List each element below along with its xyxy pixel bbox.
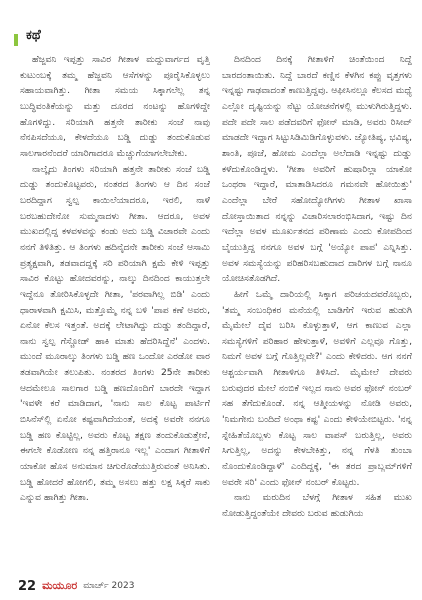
article-paragraph: ನಾನು ಮರುದಿನ ಬೆಳಗ್ಗೆ ಗೀತಾಳ ಸಹಿತ ಮುಖ ನೋಡುತ್ತಿದ್ದಂತೆಯೇ ದೇವರು ಬರುವ ಹುಡುಗಿಯ (222, 492, 412, 520)
article-column-left (20, 52, 210, 568)
article-column-right (222, 52, 412, 568)
page-number: 22 (18, 578, 37, 594)
section-title: ಕಥೆ (26, 28, 41, 43)
magazine-logo: ಮಯೂರ (42, 579, 78, 592)
article-paragraph: ಹೆಜ್ಜವನಿ ಇಪ್ಪತ್ತು ಸಾವಿರ ಗೀತಾಳ ಮದ್ದುವಾರ್ಗದ ವೃತ್ತಿ ಕುಟುಂಬಕ್ಕೆ ತಮ್ಮ ಹೆಜ್ಜವನಿ ಆಸೆಗಳನ್ನು ಪೂರೈಸಿಕೊಳ್ಳಲು ಸಹಾಯವಾಗಿತ್ತು. ಗೀತಾ ಸಮಯ ಸಿಕ್ಕಾಗಲೆಲ್ಲ ತನ್ನ ಬುದ್ಧಿವಂತಿಕೆಯನ್ನು ಮತ್ತು ದೂರದ ನಂಟನ್ನು ಹೊಗಳಿದ್ದೇ ಹೊಗಳಿದ್ದು. ಸರಿಯಾಗಿ ಹತ್ತನೇ ತಾರೀಕು ಸಂಜೆ ನಾವು ನೆನಪಿಸದೆಯೂ, ಕೇಳದೆಯೂ ಬಡ್ಡಿ ದುಡ್ಡು ತಂದುಕೊಡುವ ಸಾಲಗಾರನೆಂದರೆ ಯಾರಿಗಾದರೂ ಮೆಚ್ಚುಗೆಯಾಗಲೇಬೇಕು. (20, 54, 210, 159)
section-accent-bar (14, 34, 18, 46)
article-paragraph: ಹೀಗೆ ಒಮ್ಮೆ ದಾರಿಯಲ್ಲಿ ಸಿಕ್ಕಾಗ ಪರಿಚಯದವರೊಬ್ಬರು, 'ತಮ್ಮ ಸಂಬಂಧಿಕರ ಮನೆಯಲ್ಲಿ ಬಾಡಿಗೆಗೆ ಇರುವ ಹುಡುಗಿ ಮೈಮೇಲೆ ದೈವ ಬರಿಸಿ ಕೊಳ್ಳುತ್ತಾಳೆ, ಆಗ ಕಾಣುವ ಎಲ್ಲಾ ಸಮಸ್ಯೆಗಳಿಗೆ ಪರಿಹಾರ ಹೇಳುತ್ತಾಳೆ, ಅವಳಿಗೆ ಎಲ್ಲವೂ ಗೊತ್ತು, ನಿಮಗೆ ಅವಳ ಬಗ್ಗೆ ಗೊತ್ತಿಲ್ಲವೇ?' ಎಂದು ಕೇಳಿದರು. ಆಗ ನನಗೆ ಆಶ್ಚರ್ಯವಾಗಿ ಗೀತಾಳಿಗೂ ತಿಳಿಸಿದೆ. ಮೈಮೇಲೆ ದೇವರು ಬರುವುದರ ಮೇಲೆ ನಂಬಿಕೆ ಇಲ್ಲದ ನಾನು ಅವರ ಫೋನ್ ನಂಬರ್ ಸಹ ತೆಗೆದುಕೊಂಡೆ. ನನ್ನ ಆತ್ಮೀಯಳನ್ನು ನೋಡಿ ಅವರು, 'ನಿಮಗೇನು ಬಂದಿದೆ ಅಂಥಾ ಕಷ್ಟ' ಎಂದು ಕೇಳಿಯೇಬಿಟ್ಟರು. 'ನನ್ನ ಸ್ನೇಹಿತೆಯೊಬ್ಬಳು ಕೊಟ್ಟ ಸಾಲ ವಾಪಸ್ ಬರುತ್ತಿಲ್ಲ, ಅವರು ಸಿಗುತ್ತಿಲ್ಲ, ಅದನ್ನು ಕೇಳಬೇಕಿತ್ತು, ನನ್ನ ಗೆಳತಿ ತುಂಬಾ ನೊಂದುಕೊಂಡಿದ್ದಾಳೆ' ಎಂದಿದ್ದಕ್ಕೆ, 'ಈ ತರದ ಪ್ರಾಬ್ಲಮ್‌ಗಳಿಗೆ ಅವರೇ ಸರಿ' ಎಂದು ಫೋನ್ ನಂಬರ್ ಕೊಟ್ಟರು. (222, 288, 412, 488)
article-paragraph: ನಾಲ್ಕೈದು ತಿಂಗಳು ಸರಿಯಾಗಿ ಹತ್ತನೇ ತಾರೀಕು ಸಂಜೆ ಬಡ್ಡಿ ದುಡ್ಡು ತಂದುಕೊಟ್ಟವರು, ನಂತರದ ತಿಂಗಳು ಆ ದಿನ ಸಂಜೆ ಬರದಿದ್ದಾಗ ಸ್ವಲ್ಪ ಕಾಯಿಲೆಯಾದರೂ, ಇರಲಿ, ನಾಳೆ ಬರಬಹುದೇನೋ ಸುಮ್ಮನಾದಳು ಗೀತಾ. ಆದರೂ, ಅವಳ ಮುಖದಲ್ಲಿದ್ದ ಕಳವಳವನ್ನು ಕಂಡು ಅದು ಬಡ್ಡಿ ವಿಚಾರವೇ ಎಂದು ನನಗೆ ತಿಳಿತಿತ್ತು. ಆ ತಿಂಗಳು ಹದಿನೈದನೇ ತಾರೀಕು ಸಂಜೆ ಆಸಾಮಿ ಪ್ರತ್ಯಕ್ಷವಾಗಿ, ತಡವಾದದ್ದಕ್ಕೆ ಸರಿ ಪರಿಯಾಗಿ ಕ್ಷಮೆ ಕೇಳಿ ಇಪ್ಪತ್ತು ಸಾವಿರ ಕೊಟ್ಟು ಹೋದವರನ್ನು, ನಾಲ್ಕು ದಿನದಿಂದ ಕಾಯುತ್ತಲೇ ಇದ್ದೆನೂ ತೋರಿಸಿಕೊಳ್ಳದೇ ಗೀತಾ, 'ಪರವಾಗಿಲ್ಲ ಬಿಡಿ' ಎಂದು ಧಾರಾಳವಾಗಿ ಕ್ಷಮಿಸಿ, ಮತ್ತೊಮ್ಮೆ ನನ್ನ ಬಳಿ 'ಪಾಪ ಕಣೆ ಅವರು, ಏನೋ ಕೆಲಸ ಇತ್ತಂತೆ. ಅದಕ್ಕೆ ಲೇಟಾಗಿದ್ದು ದುಡ್ಡು ತಂದಿದ್ದಾರೆ, ನಾನು ಸ್ವಲ್ಪ ಗೆಸ್ಚೋಡ್ ಹಾಕಿ ಮಾತು ಹೆದರಿಸಿದ್ದೆನೆ' ಎಂದಳು. ಮುಂದೆ ಮೂರಾಲ್ಕು ತಿಂಗಳು ಬಡ್ಡಿ ಹಣ ಒಂದೋ ಎರಡೋ ವಾರ ತಡವಾಗಿಯೇ ತಲುಪಿತು. ನಂತರದ ತಿಂಗಳು 25ನೇ ತಾರೀಕು ಆದಮೇಲೂ ಸಾಲಗಾರ ಬಡ್ಡಿ ಹಣದೊಂದಿಗೆ ಬಾರದೇ ಇದ್ದಾಗ 'ಇವಳೇ ಕರೆ ಮಾಡಿದಾಗ, 'ನಾನು ಸಾಲ ಕೊಟ್ಟ ಪಾರ್ಟಿಗೆ ಬಿಸಿನೆಸ್‌ಲ್ಲಿ ಏನೋ ಕಷ್ಟವಾಗಿದೆಯಂತೆ, ಅದಕ್ಕೆ ಅವರೇ ನನಗೂ ಬಡ್ಡಿ ಹಣ ಕೊಟ್ಟಿಲ್ಲ, ಅವರು ಕೊಟ್ಟ ತಕ್ಷಣ ತಂದುಕೊಡುತ್ತೇನೆ, ಈಗಲೇ ಕೊಡೋಣ ನನ್ನ ಹತ್ತಿರಾನೂ ಇಲ್ಲ' ಎಂದಾಗ ಗೀತಾಳಿಗೆ ಯಾಕೋ ಹೊಸ ಅನುಮಾನ ಚಿಗುರೊಡೆಯುತ್ತಿರುವಂತೆ ಅನಿಸಿತು. ಬಡ್ಡಿ ಹೋದರೆ ಹೋಗಲಿ, ತಮ್ಮ ಅಸಲು ಹತ್ತು ಲಕ್ಷ ಸಿಕ್ಕರೆ ಸಾಕು ಎನ್ನುವ ಹಾಗಿತ್ತು ಗೀತಾ. (20, 163, 210, 504)
issue-date: ಮಾರ್ಚ್ 2023 (83, 581, 135, 591)
page-footer (18, 578, 134, 594)
article-paragraph: ದಿನದಿಂದ ದಿನಕ್ಕೆ ಗೀತಾಳಿಗೆ ಚಿಂತೆಯಿಂದ ನಿದ್ದೆ ಬಾರದಂತಾಯಿತು. ನಿದ್ದೆ ಬಾರದೆ ಕಣ್ಣಿನ ಕೆಳಗಿನ ಕಪ್ಪು ವೃತ್ತಗಳು ಇನ್ನಷ್ಟು ಗಾಢವಾದಂತೆ ಕಾಣುತ್ತಿದ್ದವು. ಆಫೀಸಿನಲ್ಲೂ ಕೆಲಸದ ಮಧ್ಯೆ ಎಲ್ಲೋ ದೃಷ್ಟಿಯನ್ನು ನೆಟ್ಟು ಯೋಚನೆಗಳಲ್ಲಿ ಮುಳುಗಿರುತ್ತಿದ್ದಳು. ಪದೇ ಪದೇ ಸಾಲ ಪಡೆದವರಿಗೆ ಫೋನ್ ಮಾಡಿ, ಅವರು ರಿಸೀವ್ ಮಾಡದೇ ಇದ್ದಾಗ ಸಿಟ್ಟುಸಿಡಿಮಿಡಿಗೊಳ್ಳುವಳು. ಜ್ಯೋತಿಷ್ಯ, ಭವಿಷ್ಯ, ಶಾಂತಿ, ಪೂಜೆ, ಹೋಮ ಎಂದೆಲ್ಲಾ ಅಲೆದಾಡಿ ಇನ್ನಷ್ಟು ದುಡ್ಡು ಕಳೆದುಕೊಂಡಿದ್ದಳು. 'ಗೀತಾ ಅವರಿಗೆ ಹುಷಾರಿಲ್ಲಾ ಯಾಕೋ ಒಂಥರಾ ಇದ್ದಾರೆ, ಮಾತಾಡಿಸಿದರೂ ಗಮನವೇ ಹೋಯಿತ್ತು' ಎಂದೆಲ್ಲಾ ಬೇರೆ ಸಹೋದ್ಯೋಗಿಗಳು ಗೀತಾಳ ಖಾಸಾ ದೋಸ್ತಾಯಿತಾದ ನನ್ನನ್ನು ವಿಚಾರಿಸಲಾರಂಭಿಸಿದಾಗ, ಇಷ್ಟು ದಿನ ಇದೆಲ್ಲಾ ಅವಳ ಮೂರ್ಖತನದ ಪರಿಣಾಮ ಎಂದು ಕೋಪದಿಂದ ಬೈಯುತ್ತಿದ್ದ ನನಗೂ ಅವಳ ಬಗ್ಗೆ 'ಅಯ್ಯೋ ಪಾಪ' ಎನ್ನಿಸಿತ್ತು. ಅವಳ ಸಮಸ್ಯೆಯನ್ನು ಪರಿಹರಿಸಬಹುದಾದ ದಾರಿಗಳ ಬಗ್ಗೆ ನಾನೂ ಯೋಚಿಸತೊಡಗಿದೆ. (222, 54, 412, 285)
section-header (0, 0, 422, 44)
